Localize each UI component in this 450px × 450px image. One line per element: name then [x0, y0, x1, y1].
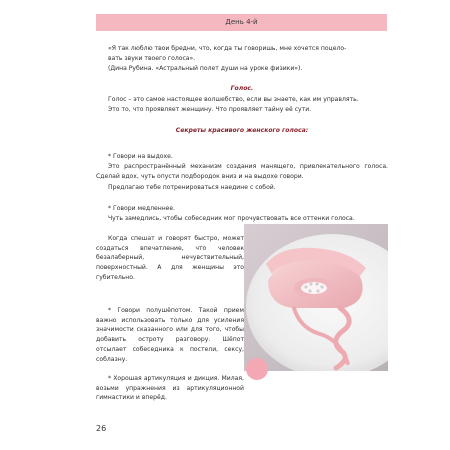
tip1-practice: Предлагаю тебе потренироваться наедине с собой.: [108, 184, 276, 191]
voice-paragraph-2: Это то, что проявляет женщину. Что проявляет тайну её сути.: [108, 106, 312, 113]
secrets-heading: Секреты красивого женского голоса:: [175, 127, 309, 134]
tip1-title: * Говори на выдохе.: [108, 153, 173, 160]
quote-line-2: вать звуки твоего голоса».: [108, 55, 196, 62]
decorative-pink-circle: [246, 358, 268, 380]
tip2-title: * Говори медленнее.: [108, 205, 176, 212]
chapter-header: [96, 14, 387, 31]
tip2-paragraph-2: Когда спешат и говорят быстро, может создаться впечатление, что человек безалаберный, нечувствительный, поверхностный. А для женщины это губительно.: [96, 235, 244, 281]
chapter-title: День 4-й: [225, 18, 258, 26]
quote-source: (Дина Рубина. «Астральный полет души на уроке физики»).: [108, 65, 303, 72]
tip2-text: Чуть замедлись, чтобы собеседник мог прочувствовать все оттенки голоса.: [108, 215, 355, 222]
voice-paragraph-1: Голос – это самое настоящее волшебство, если вы знаете, как им управлять.: [108, 96, 359, 103]
tip1-text: Это распространённый механизм создания манящего, привлекательного голоса. Сделай вдох, чуть опусти подбородок вниз и на выдохе говори.: [96, 163, 388, 180]
quote-line-1: «Я так люблю твои бредни, что, когда ты говоришь, мне хочется поцело-: [108, 45, 347, 52]
voice-heading: Голос.: [230, 85, 254, 92]
tip4-text: * Хорошая артикуляция и дикция. Милая, возьми упражнения из артикуляционной гимнастики и вперёд.: [96, 375, 244, 402]
telephone-photo: [244, 224, 388, 371]
page-number: 26: [96, 424, 107, 433]
tip3-text: * Говори полушёпотом. Такой прием важно использовать только для усиления значимости сказанного или для того, чтобы добавить остроту разговору. Шёпот отсылает собеседника к постели, сексу, соблазну.: [96, 307, 244, 363]
